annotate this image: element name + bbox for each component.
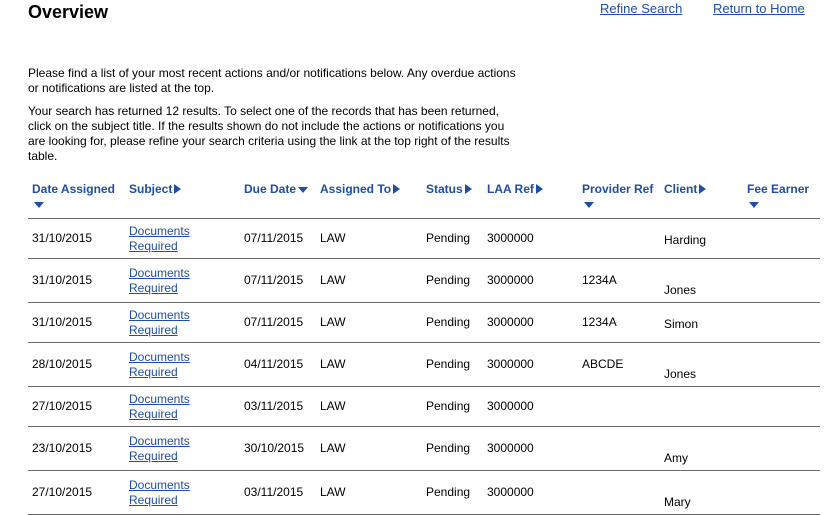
cell-subject — [125, 303, 240, 343]
cell-laa-ref: 3000000 — [483, 303, 578, 343]
cell-status: Pending — [422, 303, 483, 343]
cell-subject — [125, 427, 240, 471]
sort-right-icon[interactable] — [174, 184, 181, 194]
cell-fee-earner — [743, 259, 820, 303]
cell-client — [660, 343, 743, 387]
cell-subject — [125, 343, 240, 387]
cell-status: Pending — [422, 387, 483, 427]
cell-assigned-to: LAW — [316, 427, 422, 471]
cell-fee-earner — [743, 343, 820, 387]
cell-fee-earner — [743, 427, 820, 471]
cell-assigned-to: LAW — [316, 259, 422, 303]
client-name — [664, 405, 741, 408]
cell-laa-ref: 3000000 — [483, 219, 578, 259]
cell-fee-earner — [743, 471, 820, 515]
column-header-label[interactable]: Due Date — [244, 182, 297, 196]
cell-fee-earner — [743, 303, 820, 343]
sort-right-icon[interactable] — [699, 184, 706, 194]
cell-client — [660, 303, 743, 343]
cell-client — [660, 219, 743, 259]
column-header-label[interactable]: Client — [664, 182, 698, 196]
cell-due-date: 07/11/2015 — [240, 259, 316, 303]
cell-assigned-to: LAW — [316, 471, 422, 515]
cell-date-assigned: 27/10/2015 — [28, 387, 125, 427]
intro-paragraph-1: Please find a list of your most recent actions and/or notifications below. Any overdue actions or notifications are listed at the top. — [28, 66, 516, 95]
page-title: Overview — [28, 2, 109, 22]
sort-down-icon[interactable] — [749, 202, 759, 208]
subject-link[interactable]: Documents Required — [129, 391, 190, 421]
column-header-laa-ref[interactable] — [483, 180, 578, 219]
cell-provider-ref — [578, 387, 660, 427]
cell-due-date: 07/11/2015 — [240, 219, 316, 259]
cell-provider-ref: 1234A — [578, 303, 660, 343]
cell-date-assigned: 31/10/2015 — [28, 219, 125, 259]
header-row — [28, 180, 820, 219]
cell-provider-ref — [578, 471, 660, 515]
table-row — [28, 387, 820, 427]
cell-provider-ref: ABCDE — [578, 343, 660, 387]
cell-laa-ref: 3000000 — [483, 259, 578, 303]
column-header-label[interactable]: Assigned To — [320, 182, 392, 196]
column-header-due-date[interactable] — [240, 180, 316, 219]
client-name: Harding — [664, 232, 707, 247]
cell-date-assigned: 28/10/2015 — [28, 343, 125, 387]
client-name: Jones — [664, 283, 697, 297]
cell-client — [660, 387, 743, 427]
cell-date-assigned: 23/10/2015 — [28, 427, 125, 471]
subject-link[interactable]: Documents Required — [129, 349, 190, 379]
cell-status: Pending — [422, 427, 483, 471]
cell-status: Pending — [422, 343, 483, 387]
sort-down-icon[interactable] — [34, 202, 44, 208]
cell-laa-ref: 3000000 — [483, 387, 578, 427]
client-name: Jones — [664, 367, 697, 381]
cell-due-date: 30/10/2015 — [240, 427, 316, 471]
column-header-label[interactable]: Fee Earner — [747, 182, 810, 196]
sort-down-icon[interactable] — [298, 187, 308, 193]
sort-right-icon[interactable] — [536, 184, 543, 194]
cell-due-date: 03/11/2015 — [240, 471, 316, 515]
column-header-label[interactable]: Subject — [129, 182, 173, 196]
cell-provider-ref — [578, 427, 660, 471]
table-row — [28, 303, 820, 343]
subject-link[interactable]: Documents Required — [129, 477, 190, 507]
column-header-subject[interactable] — [125, 180, 240, 219]
table-row — [28, 259, 820, 303]
cell-subject — [125, 259, 240, 303]
client-name: Amy — [664, 451, 688, 465]
intro-paragraph-2: Your search has returned 12 results. To select one of the records that has been returned, click on the subject title. If the results shown do not include the actions or notifications you are looking for, please refine your search criteria using the link at the top right of the results table. — [28, 104, 510, 163]
column-header-label[interactable]: Date Assigned — [32, 182, 115, 196]
cell-status: Pending — [422, 471, 483, 515]
cell-status: Pending — [422, 219, 483, 259]
cell-date-assigned: 31/10/2015 — [28, 303, 125, 343]
intro-text — [28, 66, 518, 172]
sort-right-icon[interactable] — [393, 184, 400, 194]
client-name: Mary — [664, 495, 691, 509]
subject-link[interactable]: Documents Required — [129, 307, 190, 337]
cell-assigned-to: LAW — [316, 387, 422, 427]
cell-client — [660, 259, 743, 303]
client-name: Simon — [664, 316, 699, 331]
cell-due-date: 07/11/2015 — [240, 303, 316, 343]
table-row — [28, 343, 820, 387]
cell-laa-ref: 3000000 — [483, 471, 578, 515]
column-header-date-assigned[interactable] — [28, 180, 125, 219]
cell-client — [660, 471, 743, 515]
cell-date-assigned: 27/10/2015 — [28, 471, 125, 515]
table-row — [28, 219, 820, 259]
cell-assigned-to: LAW — [316, 303, 422, 343]
column-header-provider-ref[interactable] — [578, 180, 660, 219]
column-header-label[interactable]: Provider Ref — [582, 182, 654, 196]
cell-due-date: 04/11/2015 — [240, 343, 316, 387]
cell-subject — [125, 219, 240, 259]
subject-link[interactable]: Documents Required — [129, 223, 190, 253]
cell-provider-ref: 1234A — [578, 259, 660, 303]
cell-assigned-to: LAW — [316, 343, 422, 387]
subject-link[interactable]: Documents Required — [129, 265, 190, 295]
cell-laa-ref: 3000000 — [483, 427, 578, 471]
column-header-status[interactable] — [422, 180, 483, 219]
sort-right-icon[interactable] — [465, 184, 472, 194]
cell-due-date: 03/11/2015 — [240, 387, 316, 427]
table-row — [28, 471, 820, 515]
column-header-label[interactable]: LAA Ref — [487, 182, 534, 196]
return-home-link[interactable]: Return to Home — [713, 1, 805, 16]
subject-link[interactable]: Documents Required — [129, 433, 190, 463]
table-body — [28, 219, 820, 515]
cell-fee-earner — [743, 387, 820, 427]
sort-down-icon[interactable] — [584, 202, 594, 208]
results-table — [28, 180, 820, 515]
column-header-assigned-to[interactable] — [316, 180, 422, 219]
column-header-label[interactable]: Status — [426, 182, 463, 196]
cell-client — [660, 427, 743, 471]
table-row — [28, 427, 820, 471]
cell-date-assigned: 31/10/2015 — [28, 259, 125, 303]
cell-provider-ref — [578, 219, 660, 259]
cell-subject — [125, 471, 240, 515]
cell-status: Pending — [422, 259, 483, 303]
cell-assigned-to: LAW — [316, 219, 422, 259]
cell-fee-earner — [743, 219, 820, 259]
column-header-client[interactable] — [660, 180, 743, 219]
column-header-fee-earner[interactable] — [743, 180, 820, 219]
refine-search-link[interactable]: Refine Search — [600, 1, 683, 16]
cell-subject — [125, 387, 240, 427]
cell-laa-ref: 3000000 — [483, 343, 578, 387]
